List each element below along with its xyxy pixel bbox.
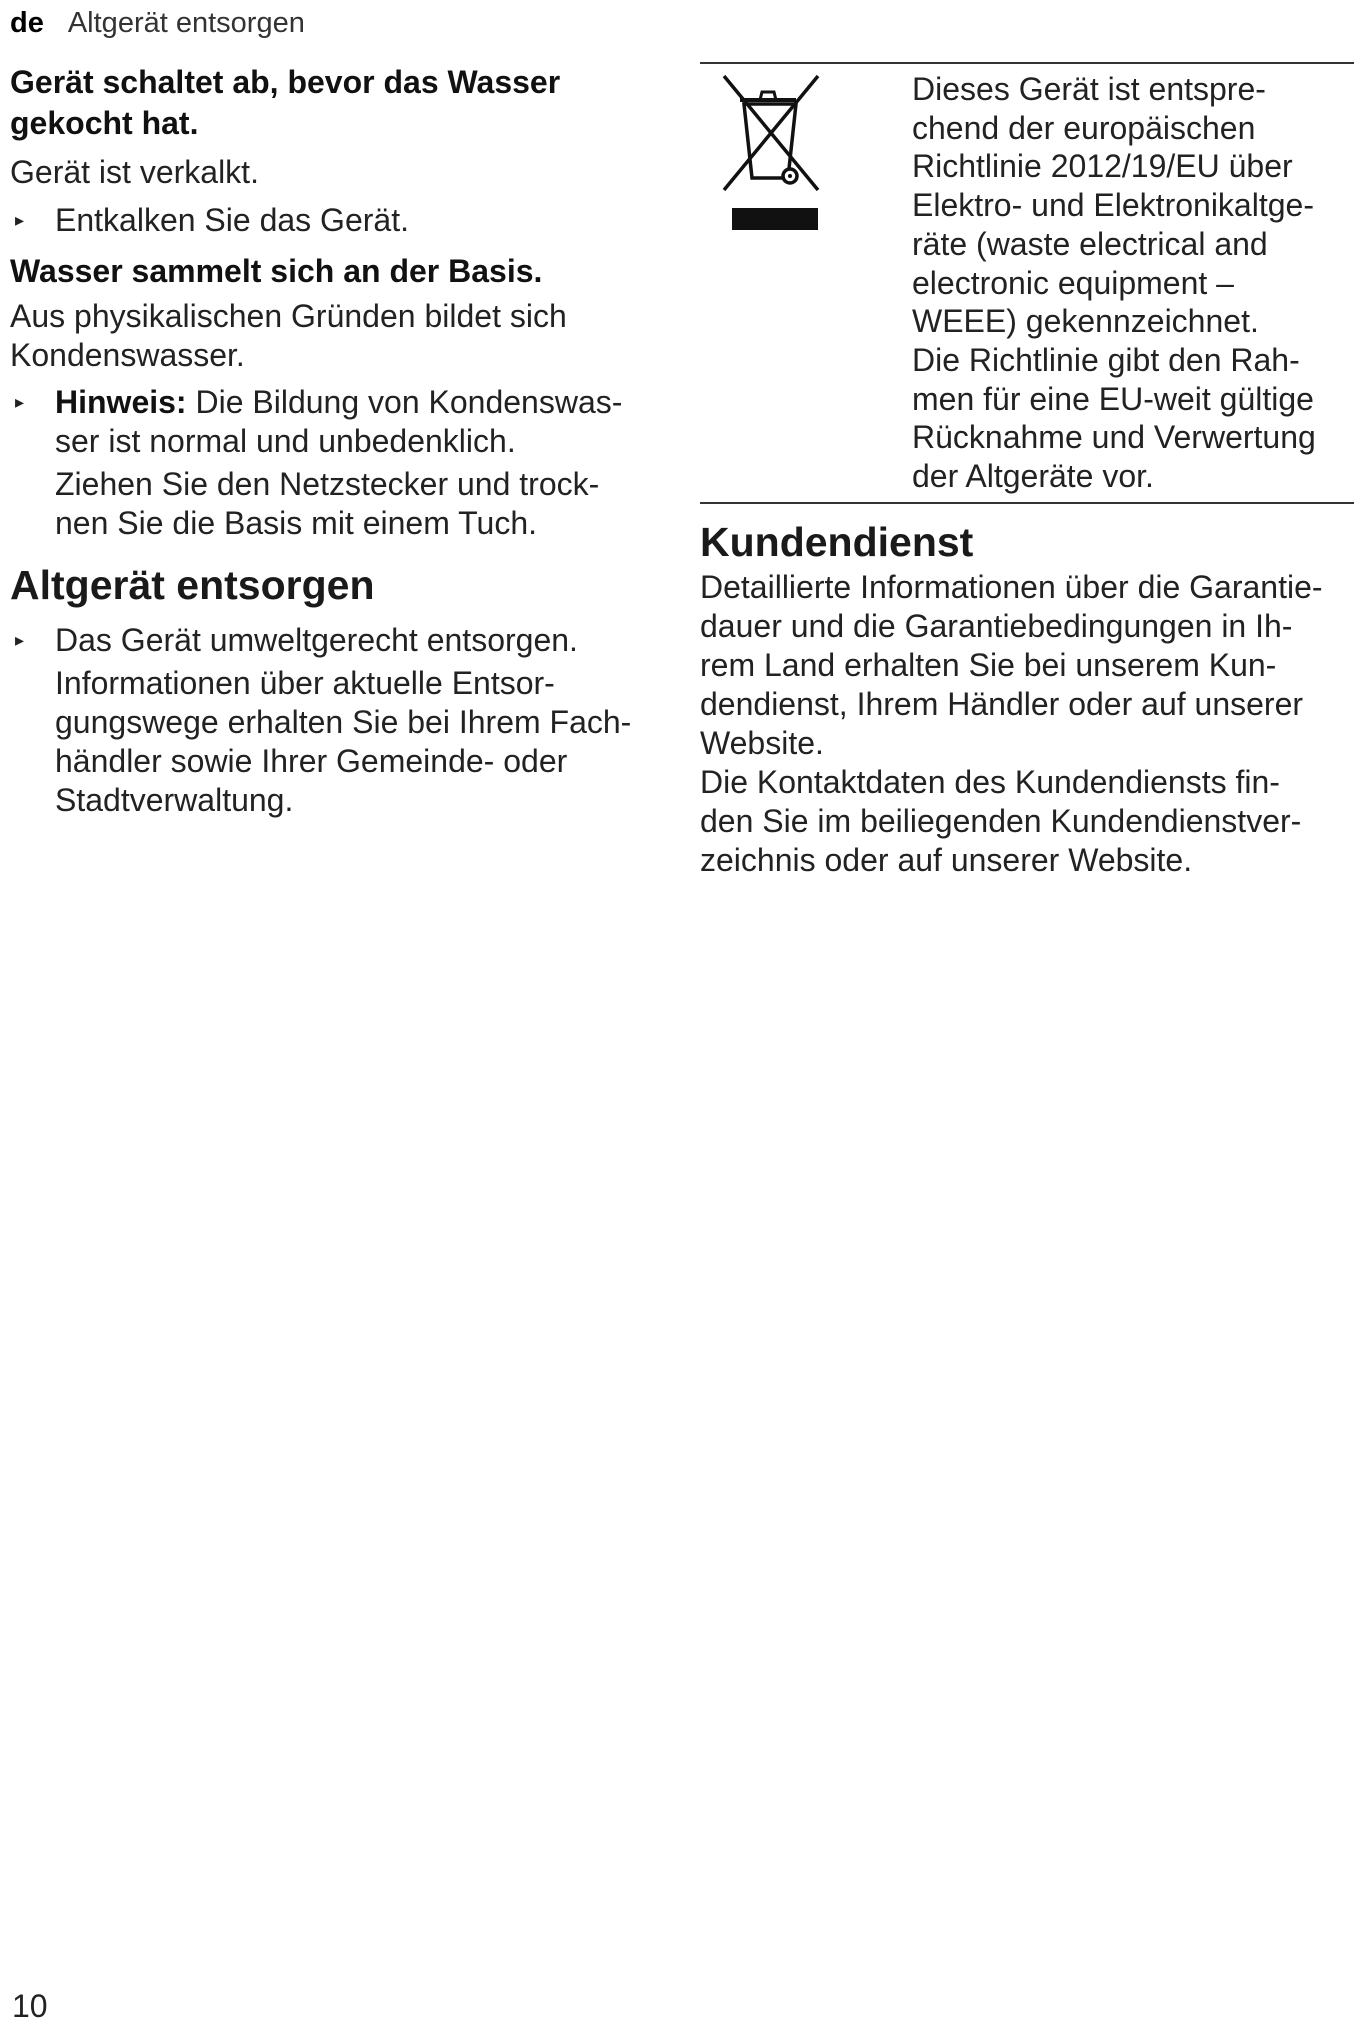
problem-cause [10, 297, 682, 375]
step-text: Die Bildung von Kondenswas- [186, 384, 623, 420]
info-line: gungswege erhalten Sie bei Ihrem Fach- [55, 704, 632, 740]
service-line: Die Kontaktdaten des Kundendiensts fin- [700, 763, 1280, 800]
weee-line: Rücknahme und Verwertung [912, 419, 1316, 456]
problem-heading-line: gekocht hat. [10, 105, 199, 141]
crossed-out-wheelie-bin-icon [716, 70, 826, 240]
weee-text [912, 70, 1354, 496]
weee-line: räte (waste electrical and [912, 225, 1268, 262]
problem-heading-condensation: Wasser sammelt sich an der Basis. [10, 253, 543, 289]
weee-line: chend der europäischen [912, 109, 1256, 146]
left-column [10, 62, 682, 820]
service-line: Website. [700, 724, 824, 761]
weee-line: Richtlinie 2012/19/EU über [912, 148, 1293, 185]
right-column [700, 62, 1354, 880]
triangle-bullet-icon: ▸ [15, 630, 25, 650]
service-line: den Sie im beiliegenden Kundendienstver- [700, 802, 1302, 839]
triangle-bullet-icon: ▸ [15, 210, 25, 230]
triangle-bullet-icon: ▸ [15, 392, 25, 412]
weee-line: WEEE) gekennzeichnet. [912, 303, 1259, 340]
step-text: ser ist normal und unbedenklich. [55, 423, 516, 459]
weee-line: Dieses Gerät ist entspre- [912, 71, 1266, 107]
note-label: Hinweis: [55, 384, 187, 420]
service-paragraph-contact [700, 763, 1354, 880]
step-followup [10, 465, 682, 543]
weee-line: men für eine EU-weit gültige [912, 380, 1314, 417]
info-line: Informationen über aktuelle Entsor- [55, 665, 555, 701]
info-line: Stadtverwaltung. [55, 782, 294, 818]
service-line: zeichnis oder auf unserer Website. [700, 841, 1193, 878]
weee-notice-box [700, 62, 1354, 504]
running-header [10, 4, 305, 42]
cause-line: Aus physikalischen Gründen bildet sich [10, 298, 567, 334]
followup-line: Ziehen Sie den Netzstecker und trock- [55, 466, 600, 502]
step-note [10, 383, 682, 461]
weee-line: electronic equipment – [912, 264, 1234, 301]
cause-line: Kondenswasser. [10, 337, 245, 373]
step-descale [10, 201, 682, 240]
step-text: Entkalken Sie das Gerät. [55, 202, 409, 238]
weee-line: Die Richtlinie gibt den Rah- [912, 341, 1300, 378]
service-line: dauer und die Garantiebedingungen in Ih- [700, 607, 1293, 644]
problem-heading-switch-off [10, 62, 682, 144]
service-line: rem Land erhalten Sie bei unserem Kun- [700, 646, 1277, 683]
service-line: dendienst, Ihrem Händler oder auf unserer [700, 685, 1304, 722]
header-title: Altgerät entsorgen [67, 7, 305, 39]
weee-line: der Altgeräte vor. [912, 458, 1154, 495]
section-heading-customer-service: Kundendienst [700, 518, 974, 565]
step-dispose [10, 621, 682, 660]
language-code: de [10, 7, 44, 39]
problem-heading-line: Gerät schaltet ab, bevor das Wasser [10, 64, 561, 100]
disposal-info [10, 664, 682, 820]
followup-line: nen Sie die Basis mit einem Tuch. [55, 505, 538, 541]
weee-line: Elektro- und Elektronikaltge- [912, 187, 1314, 224]
info-line: händler sowie Ihrer Gemeinde- oder [55, 743, 568, 779]
section-heading-disposal: Altgerät entsorgen [10, 562, 375, 608]
service-line: Detaillierte Informationen über die Garantie- [700, 568, 1323, 605]
problem-cause: Gerät ist verkalkt. [10, 154, 259, 190]
page-number: 10 [12, 1988, 48, 2024]
service-paragraph-warranty [700, 568, 1354, 763]
step-text: Das Gerät umweltgerecht entsorgen. [55, 622, 578, 658]
